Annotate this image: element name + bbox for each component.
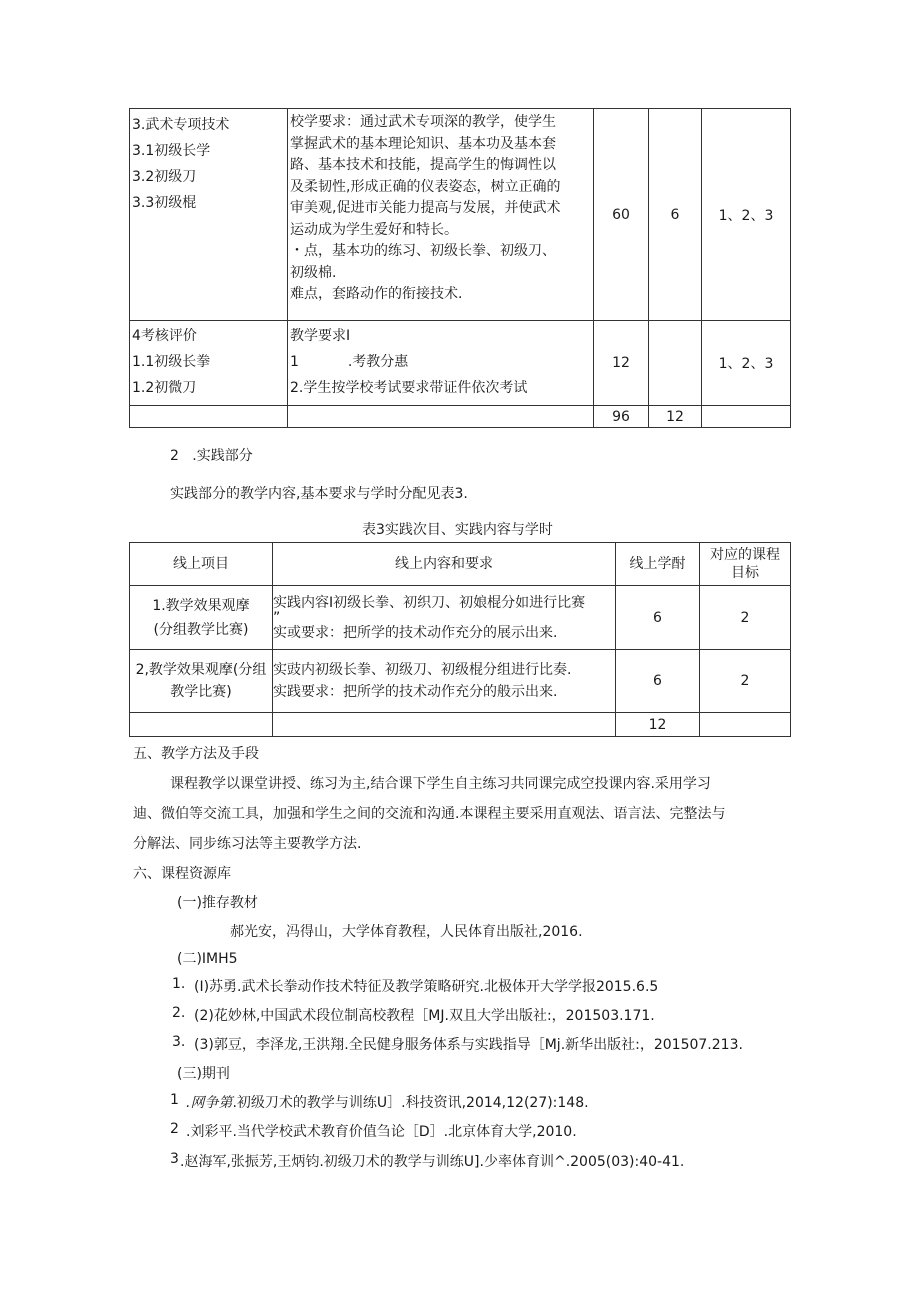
total-row — [130, 713, 791, 737]
journal-number: 1 — [170, 1092, 179, 1108]
topic-line: 1.1初级长拳 — [132, 354, 211, 370]
total-hours-cell: 12 — [616, 713, 700, 737]
course-content-table — [129, 108, 791, 428]
total-practice-cell: 12 — [649, 406, 702, 428]
requirement-line: 难点，套路动作的衔接技术. — [290, 286, 463, 302]
total-hours-cell: 96 — [594, 406, 649, 428]
requirement-line: 初级棉. — [290, 264, 337, 281]
practice-cell: 6 — [649, 109, 702, 321]
journal-number: 3 — [170, 1151, 179, 1167]
topic-line: 3.武术专项技术 — [132, 117, 230, 133]
header-goal: 对应的课程 目标 — [700, 543, 791, 586]
requirement-line: 及柔韧性,形成正确的仪表姿态，树立正确的 — [290, 178, 561, 195]
topic-line: 3.2初级刀 — [132, 169, 197, 185]
textbook-subheading: (一)推存教材 — [177, 895, 258, 911]
goal-cell: 2 — [700, 650, 791, 713]
requirement-line: 1 .考教分惠 — [290, 354, 409, 370]
section5-para-line: 分解法、同步练习法等主要教学方法. — [133, 836, 362, 852]
requirement-line: 审美观,促进市关能力提高与发展，并使武术 — [290, 200, 561, 216]
topic-cell — [130, 109, 288, 321]
hours-cell: 12 — [594, 321, 649, 406]
content-cell: 实豉内初级长拳、初级刀、初级棍分组进行比奏. 实践要求：把所学的技术动作充分的般示出来. — [273, 650, 616, 713]
goals-cell: 1、2、3 — [702, 321, 791, 406]
hours-cell: 6 — [616, 650, 700, 713]
book-number: 2. — [172, 1005, 186, 1021]
goal-cell: 2 — [700, 586, 791, 650]
table-row — [130, 321, 791, 406]
journal-entry: .网争第.初级刀术的教学与训练U］.科技资讯,2014,12(27):148. — [186, 1095, 589, 1111]
requirement-line: 教学要求I — [290, 328, 351, 344]
practice-cell — [649, 321, 702, 406]
topic-line: 1.2初微刀 — [132, 380, 197, 396]
project-cell: 2,教学效果观摩(分组 教学比赛) — [130, 650, 273, 713]
section6-heading: 六、课程资源库 — [133, 866, 231, 882]
topic-line: 3.3初级棍 — [132, 195, 197, 211]
requirement-line: 路、基本技术和技能，提高学生的悔调性以 — [290, 157, 556, 173]
requirement-line: ・点，基本功的练习、初级长拳、初级刀、 — [290, 243, 556, 259]
book-entry: (3)郭豆，李泽龙,王洪翔.全民健身服务体系与实践指导［Mj.新华出版社:，201507.213. — [194, 1037, 743, 1053]
section5-para-line: 课程教学以课堂讲授、练习为主,结合课下学生自主练习共同课完成空投课内容.采用学习 — [170, 776, 711, 792]
requirement-line: 运动成为学生爱好和特长。 — [290, 221, 458, 238]
topic-cell — [130, 321, 288, 406]
book-entry: (2)花妙林,中国武术段位制高校教程［MJ.双且大学出版社:，201503.171. — [194, 1008, 655, 1024]
table-row — [130, 109, 791, 321]
header-project: 线上项目 — [130, 543, 273, 586]
hours-cell: 60 — [594, 109, 649, 321]
section5-para-line: 迪、微伯等交流工具，加强和学生之间的交流和沟通.本课程主要采用直观法、语言法、完整法与 — [133, 806, 726, 822]
header-content: 线上内容和要求 — [273, 543, 616, 586]
journal-number: 2 — [170, 1121, 179, 1137]
goals-cell: 1、2、3 — [702, 109, 791, 321]
content-cell: 实践内容I初级长拳、初织刀、初娘棍分如进行比赛 ” 实或要求：把所学的技术动作充分的展示出来. — [273, 586, 616, 650]
header-hours: 线上学酎 — [616, 543, 700, 586]
topic-line: 4考核评价 — [132, 328, 197, 344]
journal-entry: .赵海军,张振芳,王炳钧.初级刀术的教学与训练U].少率体育训^.2005(03):40-41. — [180, 1154, 685, 1170]
book-number: 1. — [172, 976, 186, 992]
requirement-line: 掌握武术的基本理论知识、基本功及基本套 — [290, 135, 556, 152]
table-row — [130, 586, 791, 650]
hours-cell: 6 — [616, 586, 700, 650]
practice-table — [129, 542, 791, 737]
book-number: 3. — [172, 1034, 186, 1050]
project-cell: 1.教学效果观摩 (分组教学比赛) — [130, 586, 273, 650]
journals-subheading: (三)期刊 — [177, 1066, 230, 1082]
practice-section-heading: 2 .实践部分 — [170, 448, 253, 464]
requirement-line: 2.学生按学校考试要求带证件依次考试 — [290, 380, 528, 396]
book-entry: (I)苏勇.武术长拳动作技术特征及教学策略研究.北极体开大学学报2015.6.5 — [194, 979, 659, 995]
textbook-entry: 郝光安，冯得山，大学体育教程，人民体育出版社,2016. — [230, 924, 583, 940]
requirement-cell — [288, 109, 594, 321]
total-row — [130, 406, 791, 428]
section5-heading: 五、教学方法及手段 — [133, 746, 259, 762]
requirement-line: 校学要求：通过武术专项深的教学，使学生 — [290, 114, 556, 130]
requirement-cell — [288, 321, 594, 406]
table-row — [130, 650, 791, 713]
topic-line: 3.1初级长学 — [132, 143, 211, 159]
books-subheading: (二)IMH5 — [177, 951, 238, 967]
table-header-row — [130, 543, 791, 586]
table-caption: 表3实践次目、实践内容与学时 — [362, 522, 553, 538]
practice-intro: 实践部分的教学内容,基本要求与学时分配见表3. — [170, 486, 468, 502]
journal-entry: .刘彩平.当代学校武术教育价值刍论［D］.北京体育大学,2010. — [186, 1124, 577, 1140]
